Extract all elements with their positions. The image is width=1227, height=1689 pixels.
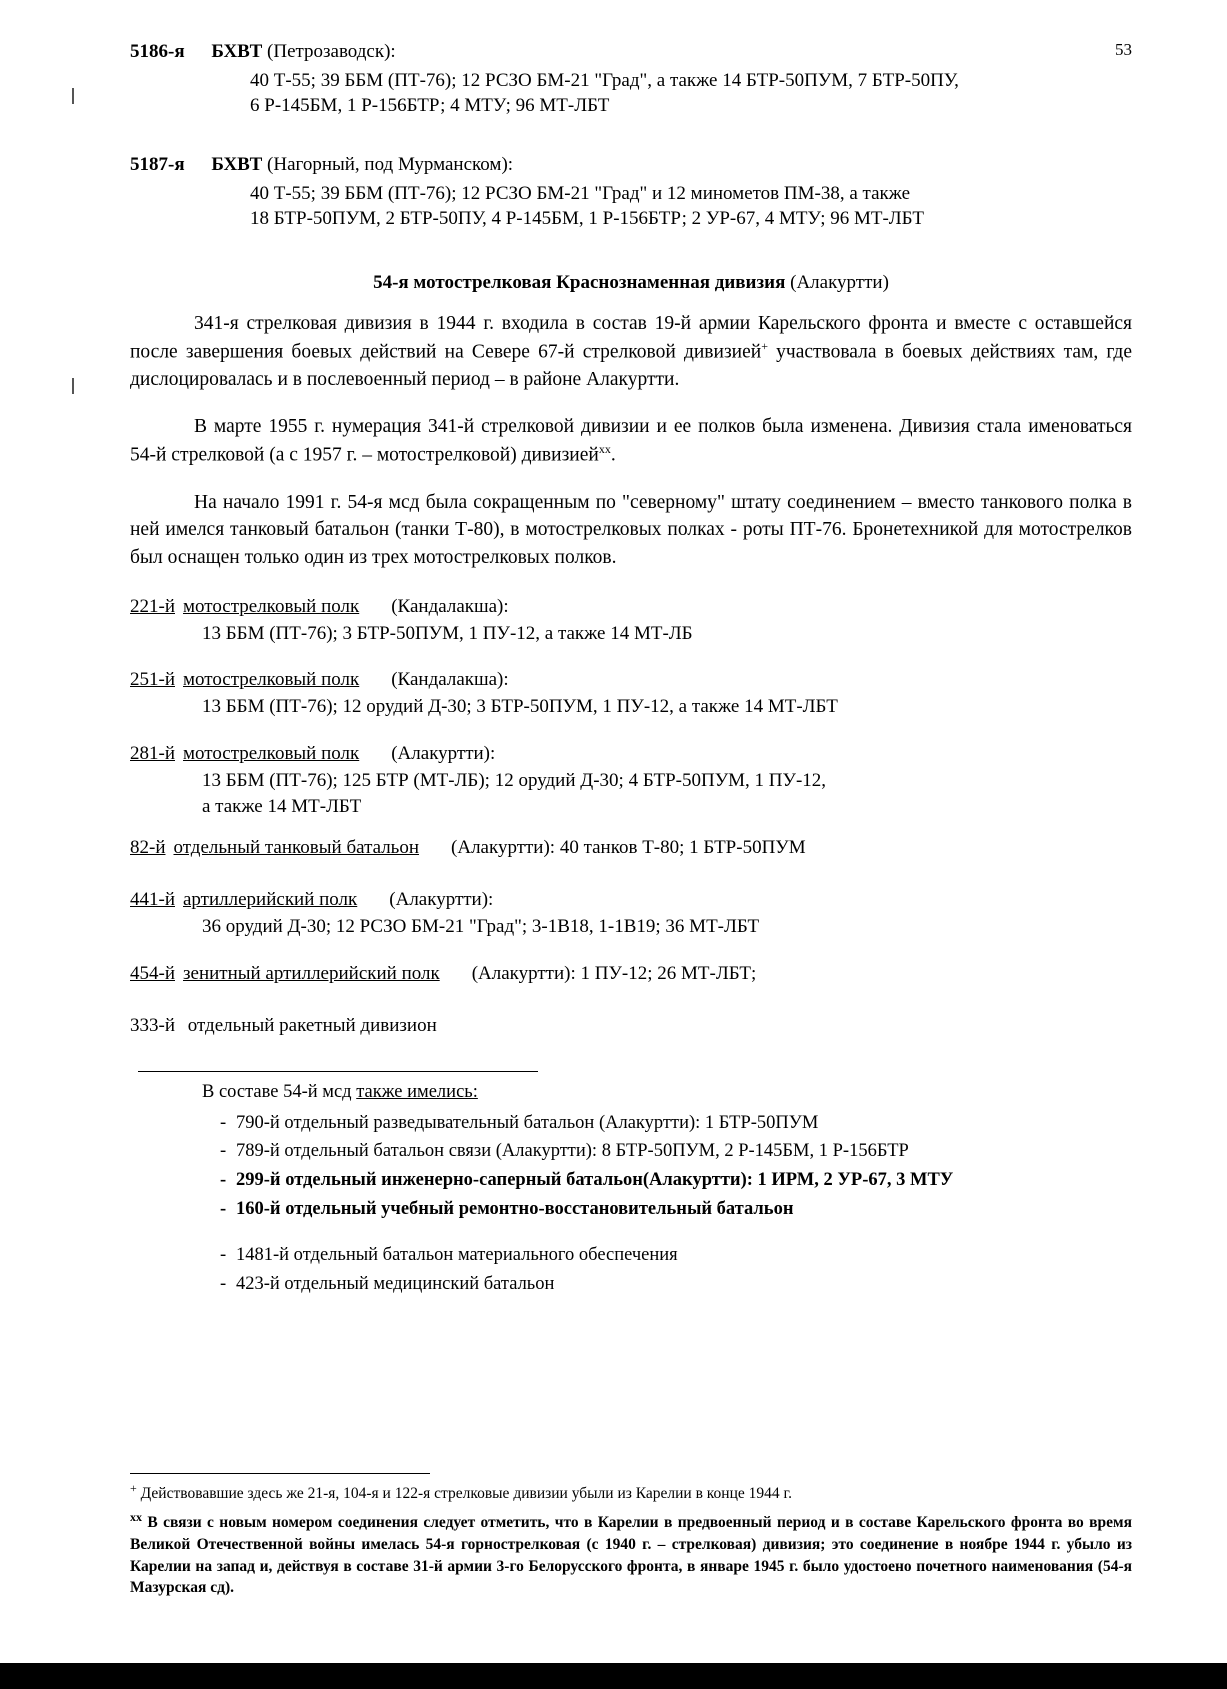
regiment-entry (130, 889, 1132, 941)
sublist-intro (202, 1082, 1132, 1103)
regiment-place: (Кандалакша): (391, 669, 509, 691)
regiment-entry (130, 669, 1132, 721)
division-title-name: 54-я мотострелковая Краснознаменная дивизия (373, 272, 786, 294)
list-item-label: 299-й отдельный инженерно-саперный батальон(Алакуртти): 1 ИРМ, 2 УР-67, 3 МТУ (236, 1169, 954, 1190)
regiment-equipment (202, 768, 1132, 821)
footnote (130, 1509, 1132, 1599)
unit-equipment-line: 40 Т-55; 39 ББМ (ПТ-76); 12 РСЗО БМ-21 "Град" и 12 минометов ПМ-38, а также (250, 182, 911, 204)
regiment-entry (130, 963, 1132, 985)
regiment-heading (130, 889, 1132, 911)
unit-place: (Нагорный, под Мурманском): (267, 154, 514, 176)
list-item (220, 1241, 1132, 1270)
page-number: 53 (1115, 40, 1132, 59)
unit-place: (Петрозаводск): (267, 41, 396, 62)
list-item-label: 423-й отдельный медицинский батальон (236, 1273, 555, 1294)
regiment-place: (Алакуртти): (391, 742, 496, 764)
footnote (130, 1480, 1132, 1505)
regiment-heading (130, 963, 1132, 985)
list-dash: - (220, 1245, 227, 1266)
regiment-list (130, 596, 1132, 1037)
sublist-intro-underlined: также имелись: (356, 1081, 478, 1102)
list-item (220, 1166, 1132, 1195)
footnote-text: Действовавшие здесь же 21-я, 104-я и 122-я стрелковые дивизии убыли из Карелии в конце 1944 г. (140, 1485, 792, 1503)
footnote-divider (130, 1473, 430, 1474)
regiment-name: отдельный танковый батальон (173, 836, 420, 858)
body-paragraph-3: На начало 1991 г. 54-я мсд была сокращенным по "северному" штату соединением – вместо танкового полка в ней имелся танковый батальон (танки Т-80), в мотострелковых полках - роты ПТ-76. Бронетехникой для мотострелков был оснащен только один из трех мотострелковых полков. (130, 491, 1132, 568)
list-item-label: 160-й отдельный учебный ремонтно-восстановительный батальон (236, 1198, 794, 1219)
regiment-entry (130, 837, 1132, 859)
regiment-equipment-line: а также 14 МТ-ЛБТ (202, 796, 362, 818)
list-item (220, 1270, 1132, 1299)
regiment-entry (130, 596, 1132, 648)
unit-heading (130, 40, 1132, 64)
sublist (220, 1109, 1132, 1299)
regiment-name: мотострелковый полк (183, 669, 360, 691)
regiment-place: (Алакуртти): 40 танков Т-80; 1 БТР-50ПУМ (451, 836, 806, 858)
list-dash: - (220, 1273, 227, 1294)
unit-equipment (250, 68, 1132, 119)
regiment-place: (Кандалакша): (391, 595, 509, 617)
regiment-entry (130, 743, 1132, 821)
list-dash: - (220, 1112, 227, 1133)
unit-equipment-line: 40 Т-55; 39 ББМ (ПТ-76); 12 РСЗО БМ-21 "Град", а также 14 БТР-50ПУМ, 7 БТР-50ПУ, (250, 69, 959, 91)
unit-heading (130, 153, 1132, 177)
regiment-equipment-line: 36 орудий Д-30; 12 РСЗО БМ-21 "Град"; 3-1В18, 1-1В19; 36 МТ-ЛБТ (202, 915, 760, 937)
regiment-name: отдельный ракетный дивизион (187, 1014, 437, 1036)
margin-tick-upper (72, 88, 74, 104)
unit-number: 5187-я (130, 154, 185, 176)
regiment-number: 333-й (130, 1014, 175, 1036)
list-dash: - (220, 1169, 227, 1190)
list-dash: - (220, 1198, 227, 1219)
regiment-heading (130, 837, 1132, 859)
list-item (220, 1195, 1132, 1224)
unit-entry-5187 (130, 153, 1132, 232)
regiment-number: 251-й (130, 669, 175, 691)
regiment-number: 454-й (130, 962, 175, 984)
unit-equipment (250, 181, 1132, 232)
regiment-number: 221-й (130, 595, 175, 617)
footnote-text: В связи с новым номером соединения следует отметить, что в Карелии в предвоенный период и в составе Карельского фронта во время Великой Отечественной войны имелась 54-я горнострелковая (с 1940 г. – стрелковая) дивизия; это соединение в ноябре 1944 г. убыло из Карелии на запад и, действуя в составе 31-й армии 3-го Белорусского фронта, в январе 1945 г. было удостоено почетного наименования (54-я Мазурская сд). (130, 1514, 1132, 1597)
list-dash: - (220, 1141, 227, 1162)
scan-edge-bar (0, 1663, 1227, 1689)
regiment-name: зенитный артиллерийский полк (183, 962, 440, 984)
regiment-equipment-line: 13 ББМ (ПТ-76); 3 БТР-50ПУМ, 1 ПУ-12, а также 14 МТ-ЛБ (202, 622, 693, 644)
regiment-heading (130, 1015, 1132, 1037)
margin-tick-lower (72, 378, 74, 394)
regiment-number: 441-й (130, 888, 175, 910)
body-paragraph-1: 341-я стрелковая дивизия в 1944 г. входила в состав 19-й армии Карельского фронта и вместе с оставшейся после завершения боевых действий на Севере 67-й стрелковой дивизией+ участвовала в боевых действиях там, где дислоцировалась и в послевоенный период – в районе Алакуртти. (130, 313, 1132, 390)
division-title (130, 272, 1132, 294)
unit-type: БХВТ (211, 154, 263, 176)
unit-type: БХВТ (211, 41, 263, 62)
unit-entry-5186 (130, 40, 1132, 119)
unit-equipment-line: 6 Р-145БМ, 1 Р-156БТР; 4 МТУ; 96 МТ-ЛБТ (250, 95, 610, 117)
sublist-intro-prefix: В составе 54-й мсд (202, 1081, 357, 1102)
regiment-heading (130, 596, 1132, 618)
regiment-equipment-line: 13 ББМ (ПТ-76); 12 орудий Д-30; 3 БТР-50ПУМ, 1 ПУ-12, а также 14 МТ-ЛБТ (202, 696, 838, 718)
regiment-place: (Алакуртти): (389, 888, 494, 910)
list-item-label: 1481-й отдельный батальон материального обеспечения (236, 1245, 678, 1266)
regiment-name: мотострелковый полк (183, 742, 360, 764)
body-paragraph-2: В марте 1955 г. нумерация 341-й стрелковой дивизии и ее полков была изменена. Дивизия стала именоваться 54-й стрелковой (а с 1957 г. – мотострелковой) дивизией$^{хх}$. (130, 416, 1132, 466)
footnote-marker: + (130, 1481, 137, 1496)
regiment-name: мотострелковый полк (183, 595, 360, 617)
footnote-area (130, 1473, 1132, 1599)
regiment-equipment-line: 13 ББМ (ПТ-76); 125 БТР (МТ-ЛБ); 12 орудий Д-30; 4 БТР-50ПУМ, 1 ПУ-12, (202, 769, 827, 791)
regiment-heading (130, 669, 1132, 691)
unit-number: 5186-я (130, 41, 185, 62)
regiment-number: 82-й (130, 836, 166, 858)
regiment-equipment (202, 621, 1132, 648)
unit-equipment-line: 18 БТР-50ПУМ, 2 БТР-50ПУ, 4 Р-145БМ, 1 Р-156БТР; 2 УР-67, 4 МТУ; 96 МТ-ЛБТ (250, 208, 924, 230)
regiment-heading (130, 743, 1132, 765)
regiment-number: 281-й (130, 742, 175, 764)
regiment-equipment (202, 914, 1132, 941)
list-item-label: 789-й отдельный батальон связи (Алакуртти): 8 БТР-50ПУМ, 2 Р-145БМ, 1 Р-156БТР (236, 1141, 909, 1162)
regiment-name: артиллерийский полк (183, 888, 358, 910)
footnote-marker: хх (130, 1510, 142, 1525)
division-title-place: (Алакуртти) (790, 272, 889, 294)
regiment-place: (Алакуртти): 1 ПУ-12; 26 МТ-ЛБТ; (471, 962, 757, 984)
regiment-entry (130, 1015, 1132, 1037)
list-item (220, 1137, 1132, 1166)
section-divider (138, 1071, 538, 1072)
list-item-label: 790-й отдельный разведывательный батальон (Алакуртти): 1 БТР-50ПУМ (236, 1112, 819, 1133)
list-item (220, 1109, 1132, 1138)
regiment-equipment (202, 694, 1132, 721)
